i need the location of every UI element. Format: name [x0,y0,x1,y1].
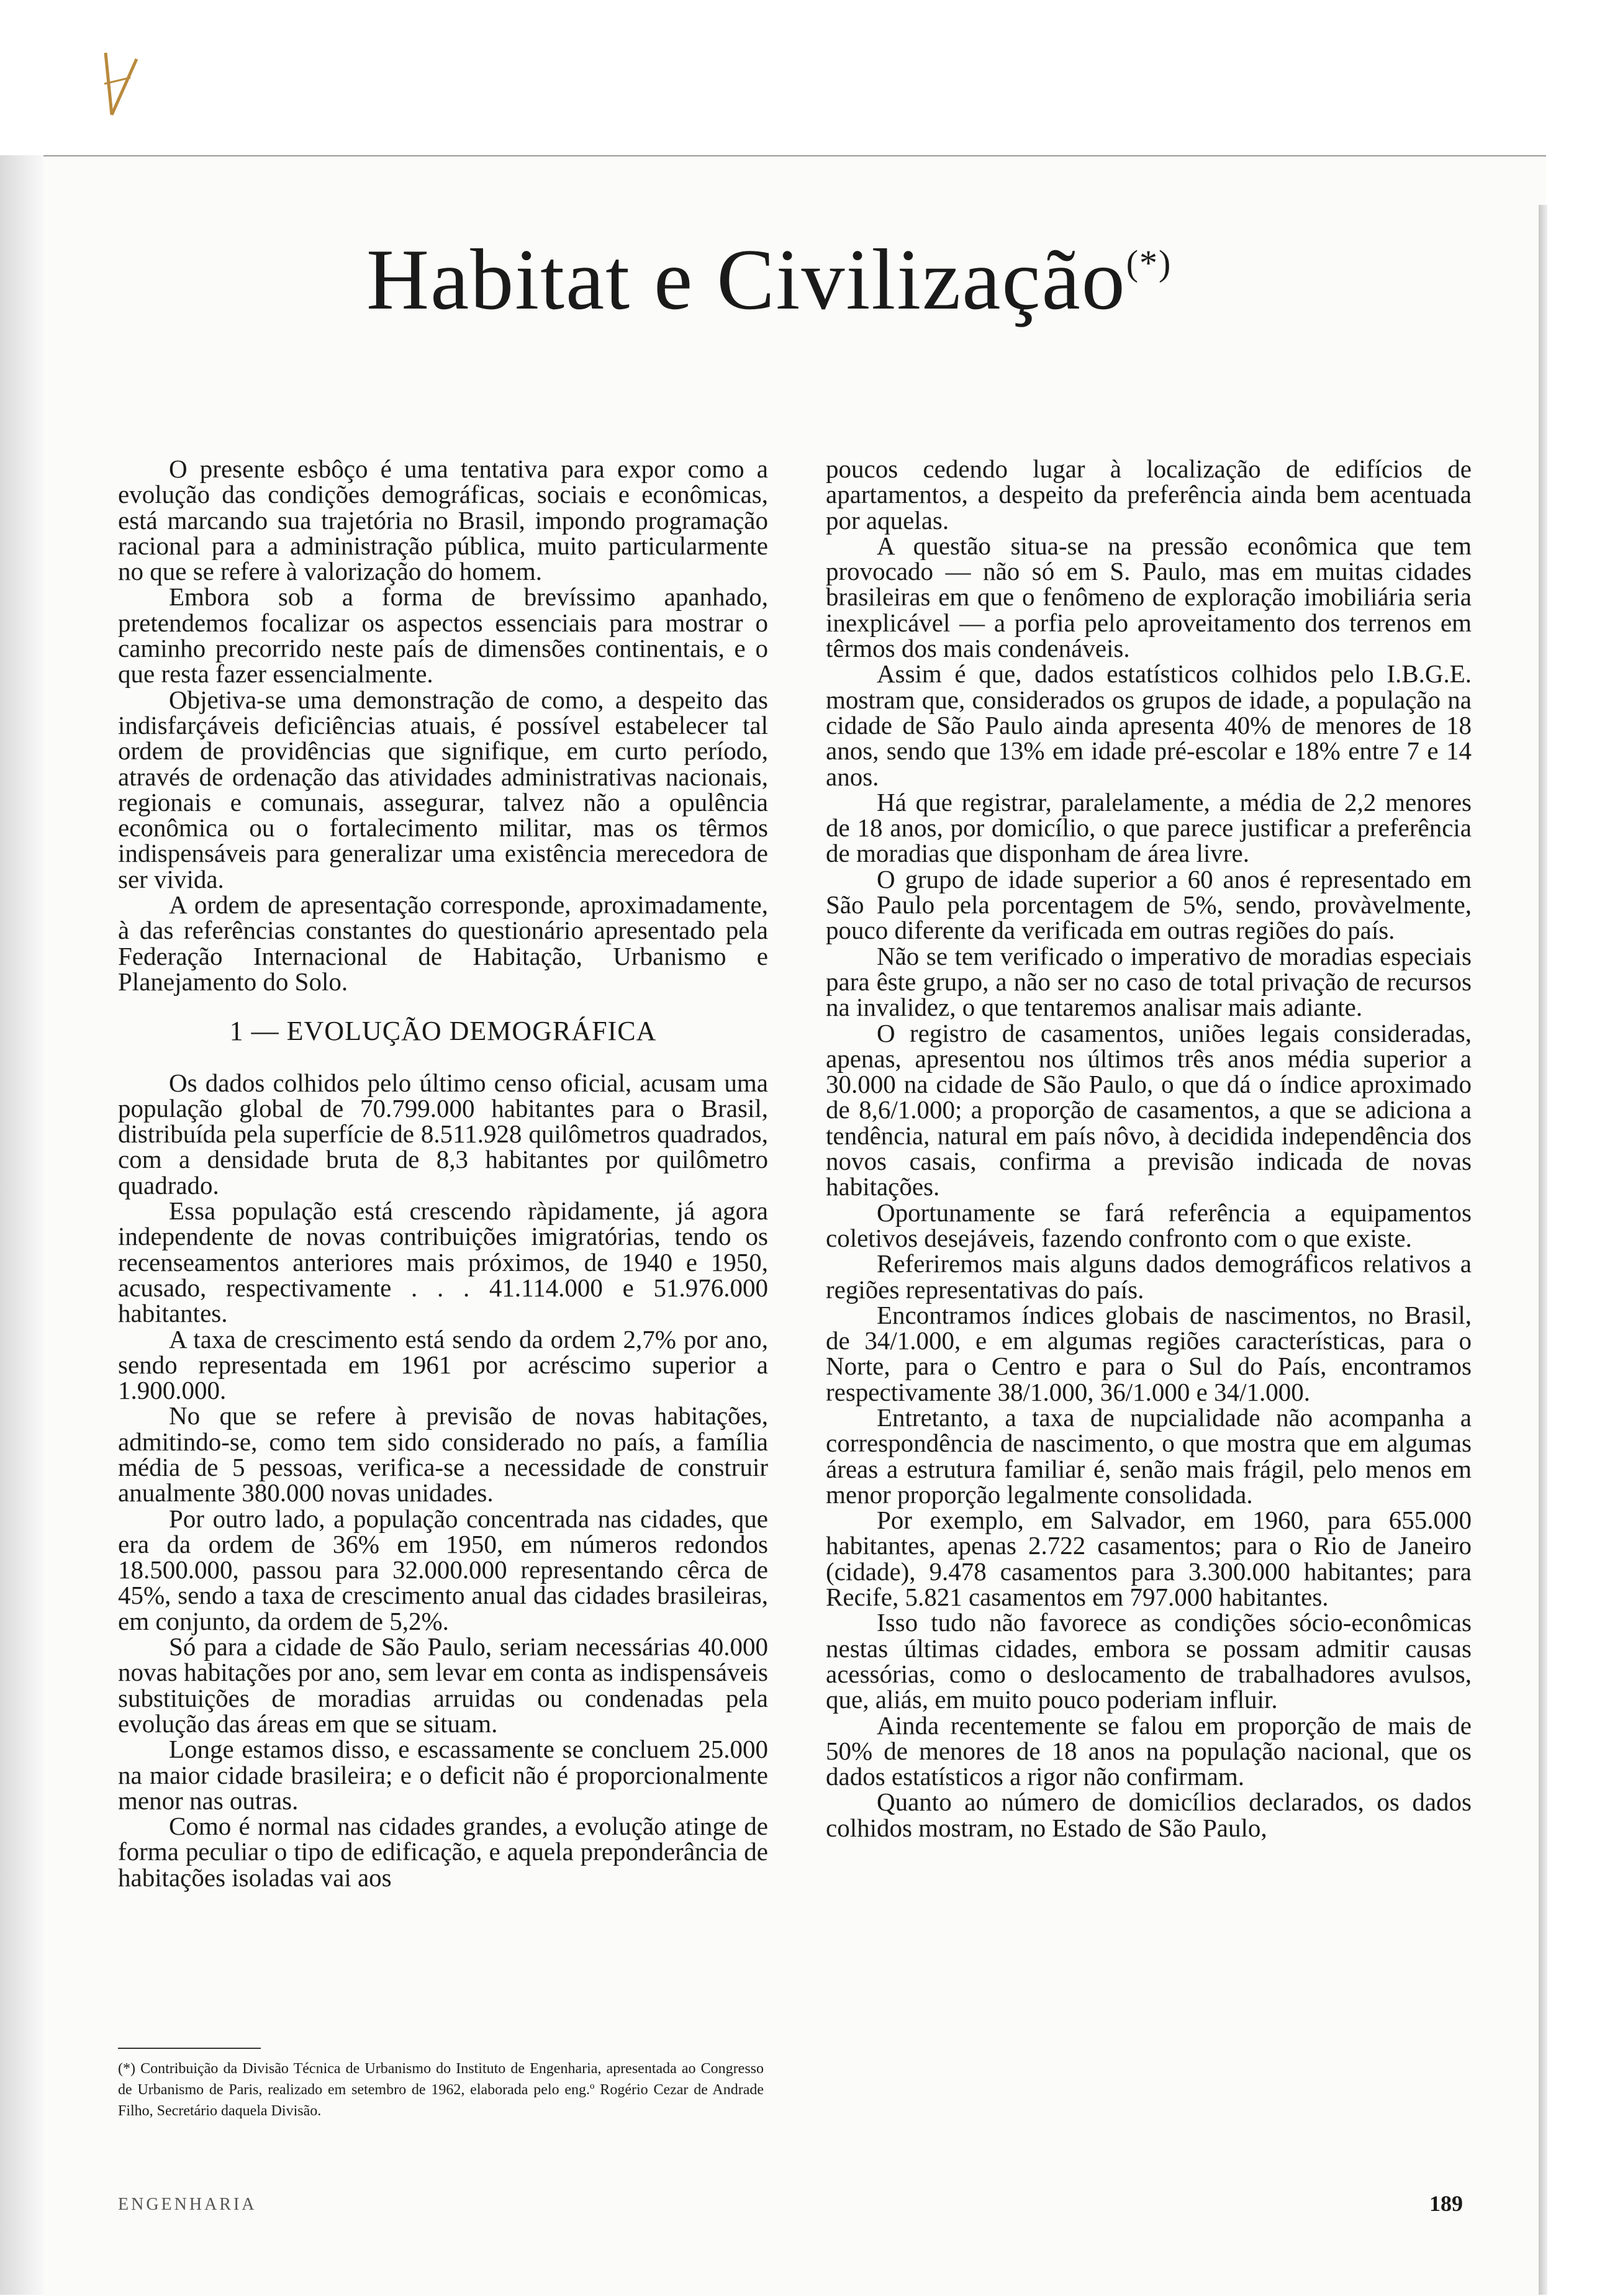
paragraph: O registro de casamentos, uniões legais consideradas, apenas, apresentou nos últimos três anos média superior a 30.000 na cidade de São Paulo, o que dá o índice aproximado de 8,6/1.000; a proporção de casamentos, a que se adiciona a tendência, natural em país nôvo, à decidida independência dos novos casais, confirma a previsão indicada de novas habitações. [826,1018,1472,1201]
paragraph: A taxa de crescimento está sendo da ordem 2,7% por ano, sendo representada em 1961 por acréscimo superior a 1.900.000. [118,1324,768,1405]
paragraph: O grupo de idade superior a 60 anos é representado em São Paulo pela porcentagem de 5%, sendo, provàvelmente, pouco diferente da verificada em outras regiões do país. [826,864,1472,945]
pencil-check-mark [93,47,149,152]
paragraph: Longe estamos disso, e escassamente se concluem 25.000 na maior cidade brasileira; e o deficit não é proporcionalmente menor nas outras. [118,1735,768,1815]
page-edge [1539,205,1547,2295]
paragraph: Embora sob a forma de brevíssimo apanhado, pretendemos focalizar os aspectos essenciais para mostrar o caminho precorrido neste país de dimensões continentais, e o que resta fazer essencialmente. [118,582,768,689]
paragraph: A ordem de apresentação corresponde, aproximadamente, à das referências constantes do questionário apresentado pela Federação Internacional de Habitação, Urbanismo e Planejamento do Solo. [118,890,768,996]
article-title [366,230,1172,330]
paragraph: A questão situa-se na pressão econômica que tem provocado — não só em S. Paulo, mas em muitas cidades brasileiras em que o fenômeno de exploração imobiliária seria inexplicável — a porfia pelo aproveitamento dos terrenos em têrmos dos mais condenáveis. [826,531,1472,663]
left-column [118,456,768,1891]
paragraph: Por outro lado, a população concentrada nas cidades, que era da ordem de 36% em 1950, em números redondos 18.500.000, passou para 32.000.000 representando cêrca de 45%, sendo a taxa de crescimento anual das cidades brasileiras, em conjunto, da ordem de 5,2%. [118,1504,768,1635]
paragraph: Por exemplo, em Salvador, em 1960, para 655.000 habitantes, apenas 2.722 casamentos; para o Rio de Janeiro (cidade), 9.478 casamentos para 3.300.000 habitantes; para Recife, 5.821 casamentos em 797.000 habitantes. [826,1506,1472,1612]
paragraph: Só para a cidade de São Paulo, seriam necessárias 40.000 novas habitações por ano, sem levar em conta as indispensáveis substituições de moradias arruidas ou condenadas pela evolução das áreas em que se situam. [118,1632,768,1738]
footnote-divider [118,2048,261,2049]
paragraph: Encontramos índices globais de nascimentos, no Brasil, de 34/1.000, e em algumas regiões características, para o Norte, para o Centro e para o Sul do País, encontramos respectivamente 38/1.000, 36/1.000 e 34/1.000. [826,1300,1472,1406]
paragraph: Isso tudo não favorece as condições sócio-econômicas nestas últimas cidades, embora se possam admitir causas acessórias, como o deslocamento de trabalhadores avulsos, que, aliás, em muito pouco poderiam influir. [826,1608,1472,1714]
right-column [826,456,1472,1841]
paragraph-continued: poucos cedendo lugar à localização de edifícios de apartamentos, a despeito da preferência ainda bem acentuada por aquelas. [826,454,1472,535]
paragraph: Essa população está crescendo ràpidamente, já agora independente de novas contribuições imigratórias, tendo os recenseamentos anteriores mais próximos, de 1940 e 1950, acusado, respectivamente . . . 41.114.000 e 51.976.000 habitantes. [118,1196,768,1328]
footnote [118,2058,764,2122]
title-footnote-mark: (*) [1126,243,1172,283]
paragraph: Como é normal nas cidades grandes, a evolução atinge de forma peculiar o tipo de edificação, e aquela preponderância de habitações isoladas vai aos [118,1812,768,1892]
paragraph: Os dados colhidos pelo último censo oficial, acusam uma população global de 70.799.000 habitantes para o Brasil, distribuída pela superfície de 8.511.928 quilômetros quadrados, com a densidade bruta de 8,3 habitantes por quilômetro quadrado. [118,1068,768,1200]
title-text: Habitat e Civilização [366,232,1126,328]
journal-name: ENGENHARIA [118,2195,257,2214]
paragraph: Entretanto, a taxa de nupcialidade não acompanha a correspondência de nascimento, o que mostra que em algumas áreas a estrutura familiar é, senão mais frágil, pelo menos em menor proporção legalmente consolidada. [826,1403,1472,1509]
paragraph: Há que registrar, paralelamente, a média de 2,2 menores de 18 anos, por domicílio, o que parece justificar a preferência de moradias que disponham de área livre. [826,787,1472,868]
paragraph: Oportunamente se fará referência a equipamentos coletivos desejáveis, fazendo confronto com o que existe. [826,1198,1472,1252]
section-heading: 1 — EVOLUÇÃO DEMOGRÁFICA [229,1016,657,1047]
paragraph: Ainda recentemente se falou em proporção de mais de 50% de menores de 18 anos na população nacional, que os dados estatísticos a rigor não confirmam. [826,1711,1472,1791]
paragraph: Quanto ao número de domicílios declarados, os dados colhidos mostram, no Estado de São Paulo, [826,1788,1472,1842]
footnote-text: (*) Contribuição da Divisão Técnica de Urbanismo do Instituto de Engenharia, apresentada ao Congresso de Urbanismo de Paris, realizado em setembro de 1962, elaborada pelo eng.º Rogério Cezar de Andrade Filho, Secretário daquela Divisão. [118,2061,764,2119]
page-number: 189 [1429,2191,1463,2216]
paragraph: Referiremos mais alguns dados demográficos relativos a regiões representativas do país. [826,1249,1472,1304]
paragraph: No que se refere à previsão de novas habitações, admitindo-se, como tem sido considerado no país, a família média de 5 pessoas, verifica-se a necessidade de construir anualmente 380.000 novas unidades. [118,1401,768,1507]
paragraph: O presente esbôço é uma tentativa para expor como a evolução das condições demográficas, sociais e econômicas, está marcando sua trajetória no Brasil, impondo programação racional para a administração pública, muito particularmente no que se refere à valorização do homem. [118,454,768,586]
paragraph: Não se tem verificado o imperativo de moradias especiais para êste grupo, a não ser no caso de total privação de recursos na invalidez, o que tentaremos analisar mais adiante. [826,941,1472,1022]
paragraph: Assim é que, dados estatísticos colhidos pelo I.B.G.E. mostram que, considerados os grupos de idade, a população na cidade de São Paulo ainda apresenta 40% de menores de 18 anos, sendo que 13% em idade pré-escolar e 18% entre 7 e 14 anos. [826,659,1472,791]
paragraph: Objetiva-se uma demonstração de como, a despeito das indisfarçáveis deficiências atuais, é possível estabelecer tal ordem de providências que signifique, em curto período, através de ordenação das atividades administrativas nacionais, regionais e comunais, assegurar, talvez não a opulência econômica ou o fortalecimento militar, mas os têrmos indispensáveis para generalizar uma existência merecedora de ser vivida. [118,685,768,893]
